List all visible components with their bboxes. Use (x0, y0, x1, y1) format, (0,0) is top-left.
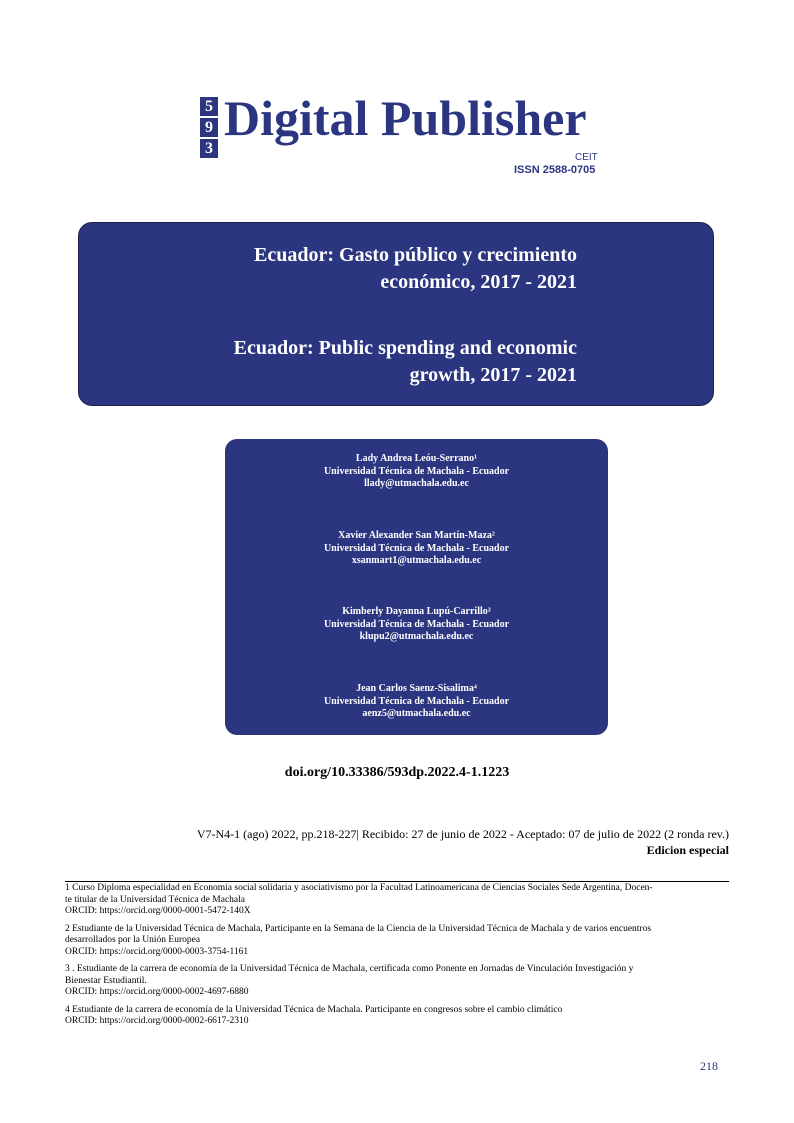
author-name: Xavier Alexander San Martín-Maza² (338, 530, 495, 541)
footnote-orcid[interactable]: ORCID: https://orcid.org/0000-0002-6617-2310 (65, 1016, 249, 1026)
footnote (65, 924, 729, 959)
title-en-line-2: growth, 2017 - 2021 (409, 364, 577, 386)
logo-name: Digital Publisher (224, 90, 587, 146)
footnote-line: te titular de la Universidad Técnica de Machala (65, 894, 245, 905)
title-en-line-1: Ecuador: Public spending and economic (233, 337, 577, 359)
title-box (78, 222, 714, 406)
footnote-line: 3 . Estudiante de la carrera de economía de la Universidad Técnica de Machala, certificada como Ponente en Jornadas de Vinculación Investigación y (65, 964, 634, 974)
footnote-line: 1 Curso Diploma especialidad en Economía social solidaria y asociativismo por la Facultad Latinoamericana de Ciencias Sociales Sede Argentina, Docen- (65, 883, 653, 893)
footnote (65, 1005, 729, 1028)
issn: ISSN 2588-0705 (514, 164, 596, 176)
author-name: Jean Carlos Saenz-Sisalima⁴ (356, 683, 477, 694)
author-affiliation: Universidad Técnica de Machala - Ecuador (323, 618, 510, 630)
logo-digits (200, 97, 218, 160)
doi-link[interactable]: doi.org/10.33386/593dp.2022.4-1.1223 (284, 765, 510, 780)
publication-info (197, 826, 729, 858)
author-block (225, 530, 608, 568)
footnote-rule (65, 881, 729, 882)
author-affiliation: Universidad Técnica de Machala - Ecuador (323, 542, 510, 554)
author-name: Kimberly Dayanna Lupú-Carrillo³ (342, 606, 491, 617)
footnote-line: Bienestar Estudiantil. (65, 975, 147, 986)
journal-logo (200, 90, 620, 187)
footnote-orcid[interactable]: ORCID: https://orcid.org/0000-0003-3754-1161 (65, 946, 249, 957)
publication-dates: V7-N4-1 (ago) 2022, pp.218-227| Recibido: 27 de junio de 2022 - Aceptado: 07 de julio de 2022 (2 ronda rev.) (196, 827, 729, 841)
footnote-line: 2 Estudiante de la Universidad Técnica de Machala, Participante en la Semana de la Ciencia de la Universidad Técnica de Machala y de varios encuentros (65, 923, 652, 934)
special-edition: Edicion especial (646, 843, 729, 857)
author-email: klupu2@utmachala.edu.ec (359, 631, 474, 642)
logo-sub: CEIT (575, 152, 598, 163)
footnote-line: 4 Estudiante de la carrera de economía de la Universidad Técnica de Machala. Participante en congresos sobre el cambio climático (65, 1004, 563, 1015)
footnote (65, 883, 729, 918)
author-block (225, 606, 608, 644)
logo-digit: 5 (200, 97, 218, 116)
footnote-orcid[interactable]: ORCID: https://orcid.org/0000-0001-5472-140X (65, 906, 251, 916)
author-name: Lady Andrea Leóu-Serrano¹ (355, 453, 478, 464)
author-email: llady@utmachala.edu.ec (364, 478, 469, 489)
author-block (225, 453, 608, 491)
title-es-line-1: Ecuador: Gasto público y crecimiento (254, 244, 577, 266)
authors-box (225, 439, 608, 735)
footnote-orcid[interactable]: ORCID: https://orcid.org/0000-0002-4697-6880 (65, 987, 249, 997)
author-block (225, 683, 608, 721)
title-es-line-2: económico, 2017 - 2021 (380, 271, 577, 293)
footnote (65, 964, 729, 999)
author-affiliation: Universidad Técnica de Machala - Ecuador (323, 465, 510, 477)
logo-digit: 3 (200, 139, 218, 158)
author-email: aenz5@utmachala.edu.ec (362, 708, 471, 719)
page-number: 218 (700, 1059, 718, 1073)
logo-digit: 9 (200, 118, 218, 137)
footnotes (65, 883, 729, 1034)
author-affiliation: Universidad Técnica de Machala - Ecuador (323, 695, 510, 707)
author-email: xsanmart1@utmachala.edu.ec (351, 555, 482, 566)
footnote-line: desarrollados por la Unión Europea (65, 935, 201, 945)
